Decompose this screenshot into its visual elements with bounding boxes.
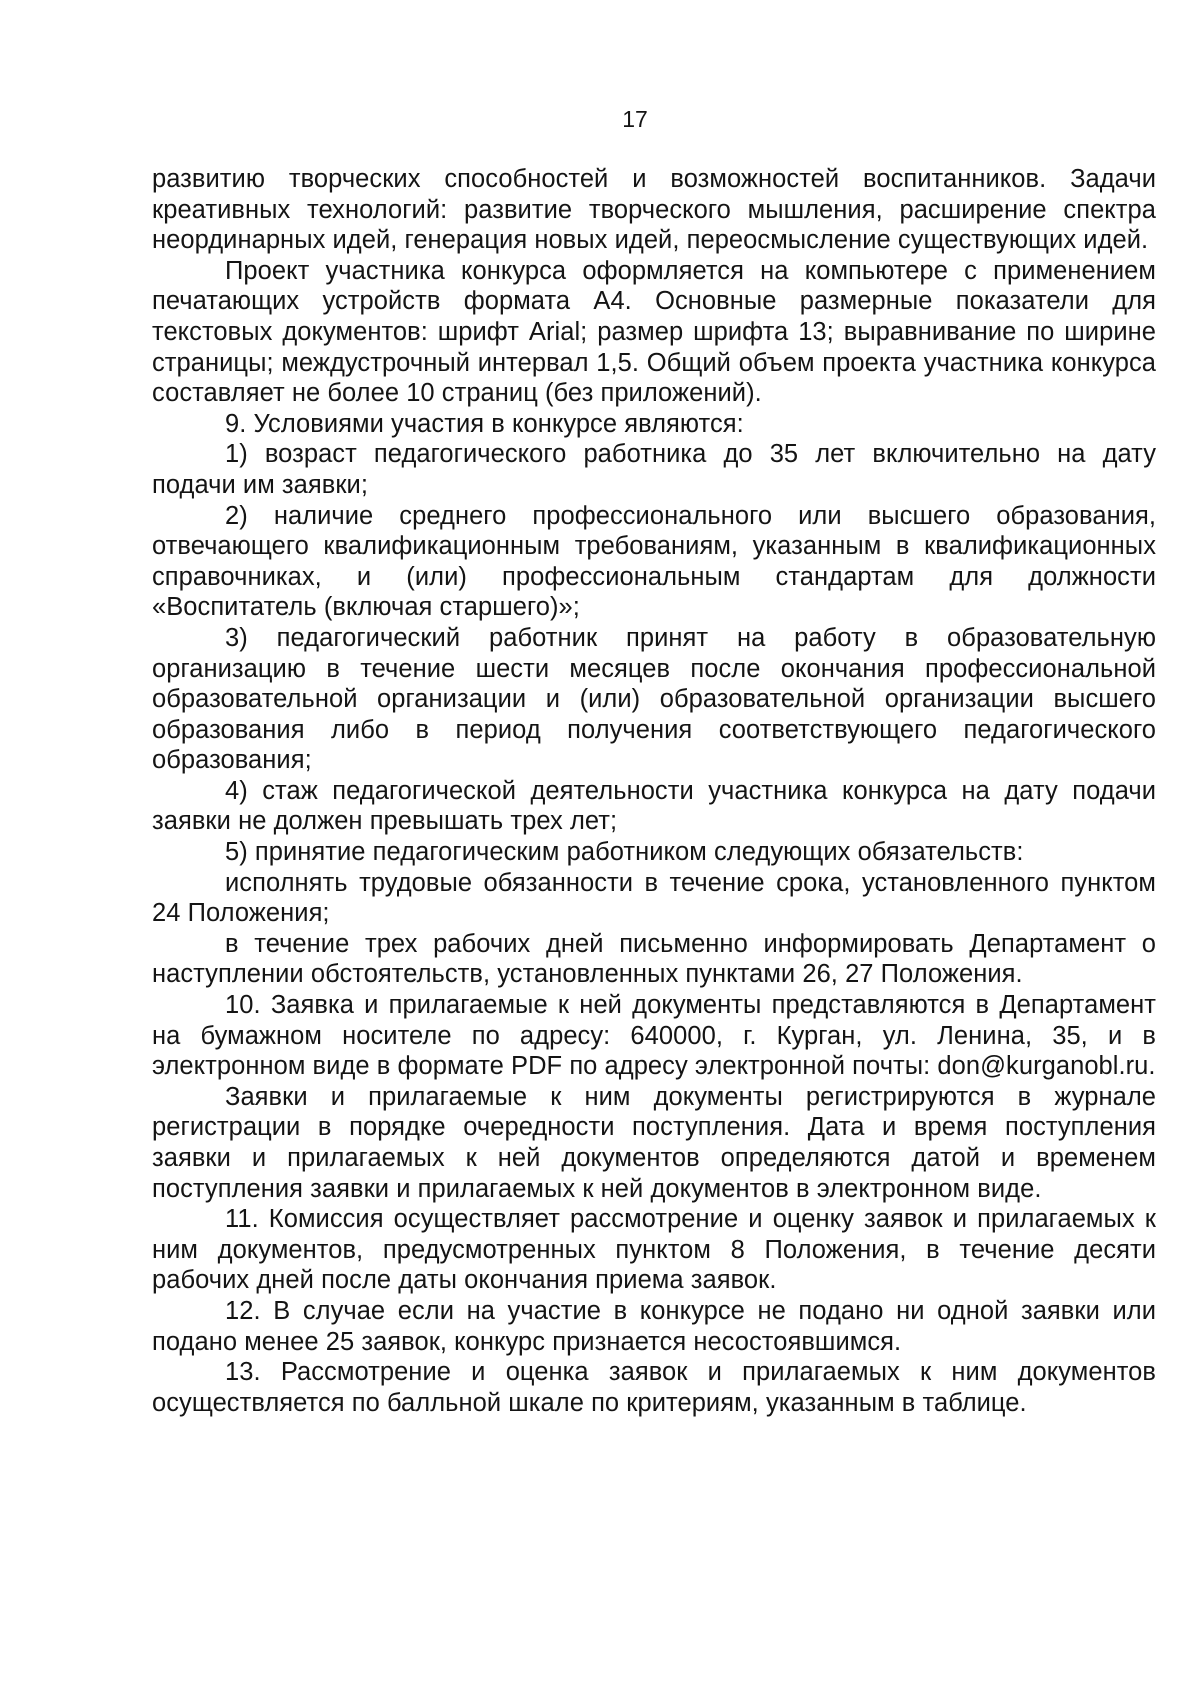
paragraph-obligation-2: в течение трех рабочих дней письменно информировать Департамент о наступлении обстоятельств, установленных пунктами 26, 27 Положения.: [152, 929, 1156, 989]
paragraph-condition-5: 5) принятие педагогическим работником следующих обязательств:: [225, 838, 1024, 867]
paragraph-project-format: Проект участника конкурса оформляется на компьютере с применением печатающих устройств формата А4. Основные размерные показатели для текстовых документов: шрифт Arial; размер шрифта 13; выравнивание по ширине страницы; междустрочный интервал 1,5. Общий объем проекта участника конкурса составляет не более 10 страниц (без приложений).: [152, 256, 1156, 408]
paragraph-item-11: 11. Комиссия осуществляет рассмотрение и оценку заявок и прилагаемых к ним документов, предусмотренных пунктом 8 Положения, в течение десяти рабочих дней после даты окончания приема заявок.: [152, 1205, 1156, 1295]
paragraph-condition-3: 3) педагогический работник принят на работу в образовательную организацию в течение шести месяцев после окончания профессиональной образовательной организации и (или) образовательной организации высшего образования либо в период получения соответствующего педагогического образования;: [152, 623, 1156, 775]
paragraph-condition-2: 2) наличие среднего профессионального или высшего образования, отвечающего квалификационным требованиям, указанным в квалификационных справочниках, и (или) профессиональным стандартам для должности «Воспитатель (включая старшего)»;: [152, 501, 1156, 622]
paragraph-condition-1: 1) возраст педагогического работника до 35 лет включительно на дату подачи им заявки;: [152, 440, 1156, 499]
paragraph-item-9: 9. Условиями участия в конкурсе являются:: [225, 409, 744, 438]
paragraph-obligation-1: исполнять трудовые обязанности в течение срока, установленного пунктом 24 Положения;: [152, 868, 1156, 928]
paragraph-registration: Заявки и прилагаемые к ним документы регистрируются в журнале регистрации в порядке очередности поступления. Дата и время поступления заявки и прилагаемых к ней документов определяются датой и временем поступления заявки и прилагаемых к ней документов в электронном виде.: [152, 1082, 1156, 1203]
paragraph-condition-4: 4) стаж педагогической деятельности участника конкурса на дату подачи заявки не должен превышать трех лет;: [152, 776, 1156, 836]
page-number: 17: [622, 106, 648, 132]
paragraph-item-13: 13. Рассмотрение и оценка заявок и прилагаемых к ним документов осуществляется по балльной шкале по критериям, указанным в таблице.: [152, 1358, 1156, 1417]
paragraph-continuation: развитию творческих способностей и возможностей воспитанников. Задачи креативных технологий: развитие творческого мышления, расширение спектра неординарных идей, генерация новых идей, переосмысление существующих идей.: [152, 165, 1156, 255]
paragraph-item-10: 10. Заявка и прилагаемые к ней документы представляются в Департамент на бумажном носителе по адресу: 640000, г. Курган, ул. Ленина, 35, и в электронном виде в формате PDF по адресу электронной почты: don@kurganobl.ru.: [152, 991, 1156, 1081]
document-body: [152, 164, 1156, 1418]
paragraph-item-12: 12. В случае если на участие в конкурсе не подано ни одной заявки или подано менее 25 заявок, конкурс признается несостоявшимся.: [152, 1296, 1156, 1356]
